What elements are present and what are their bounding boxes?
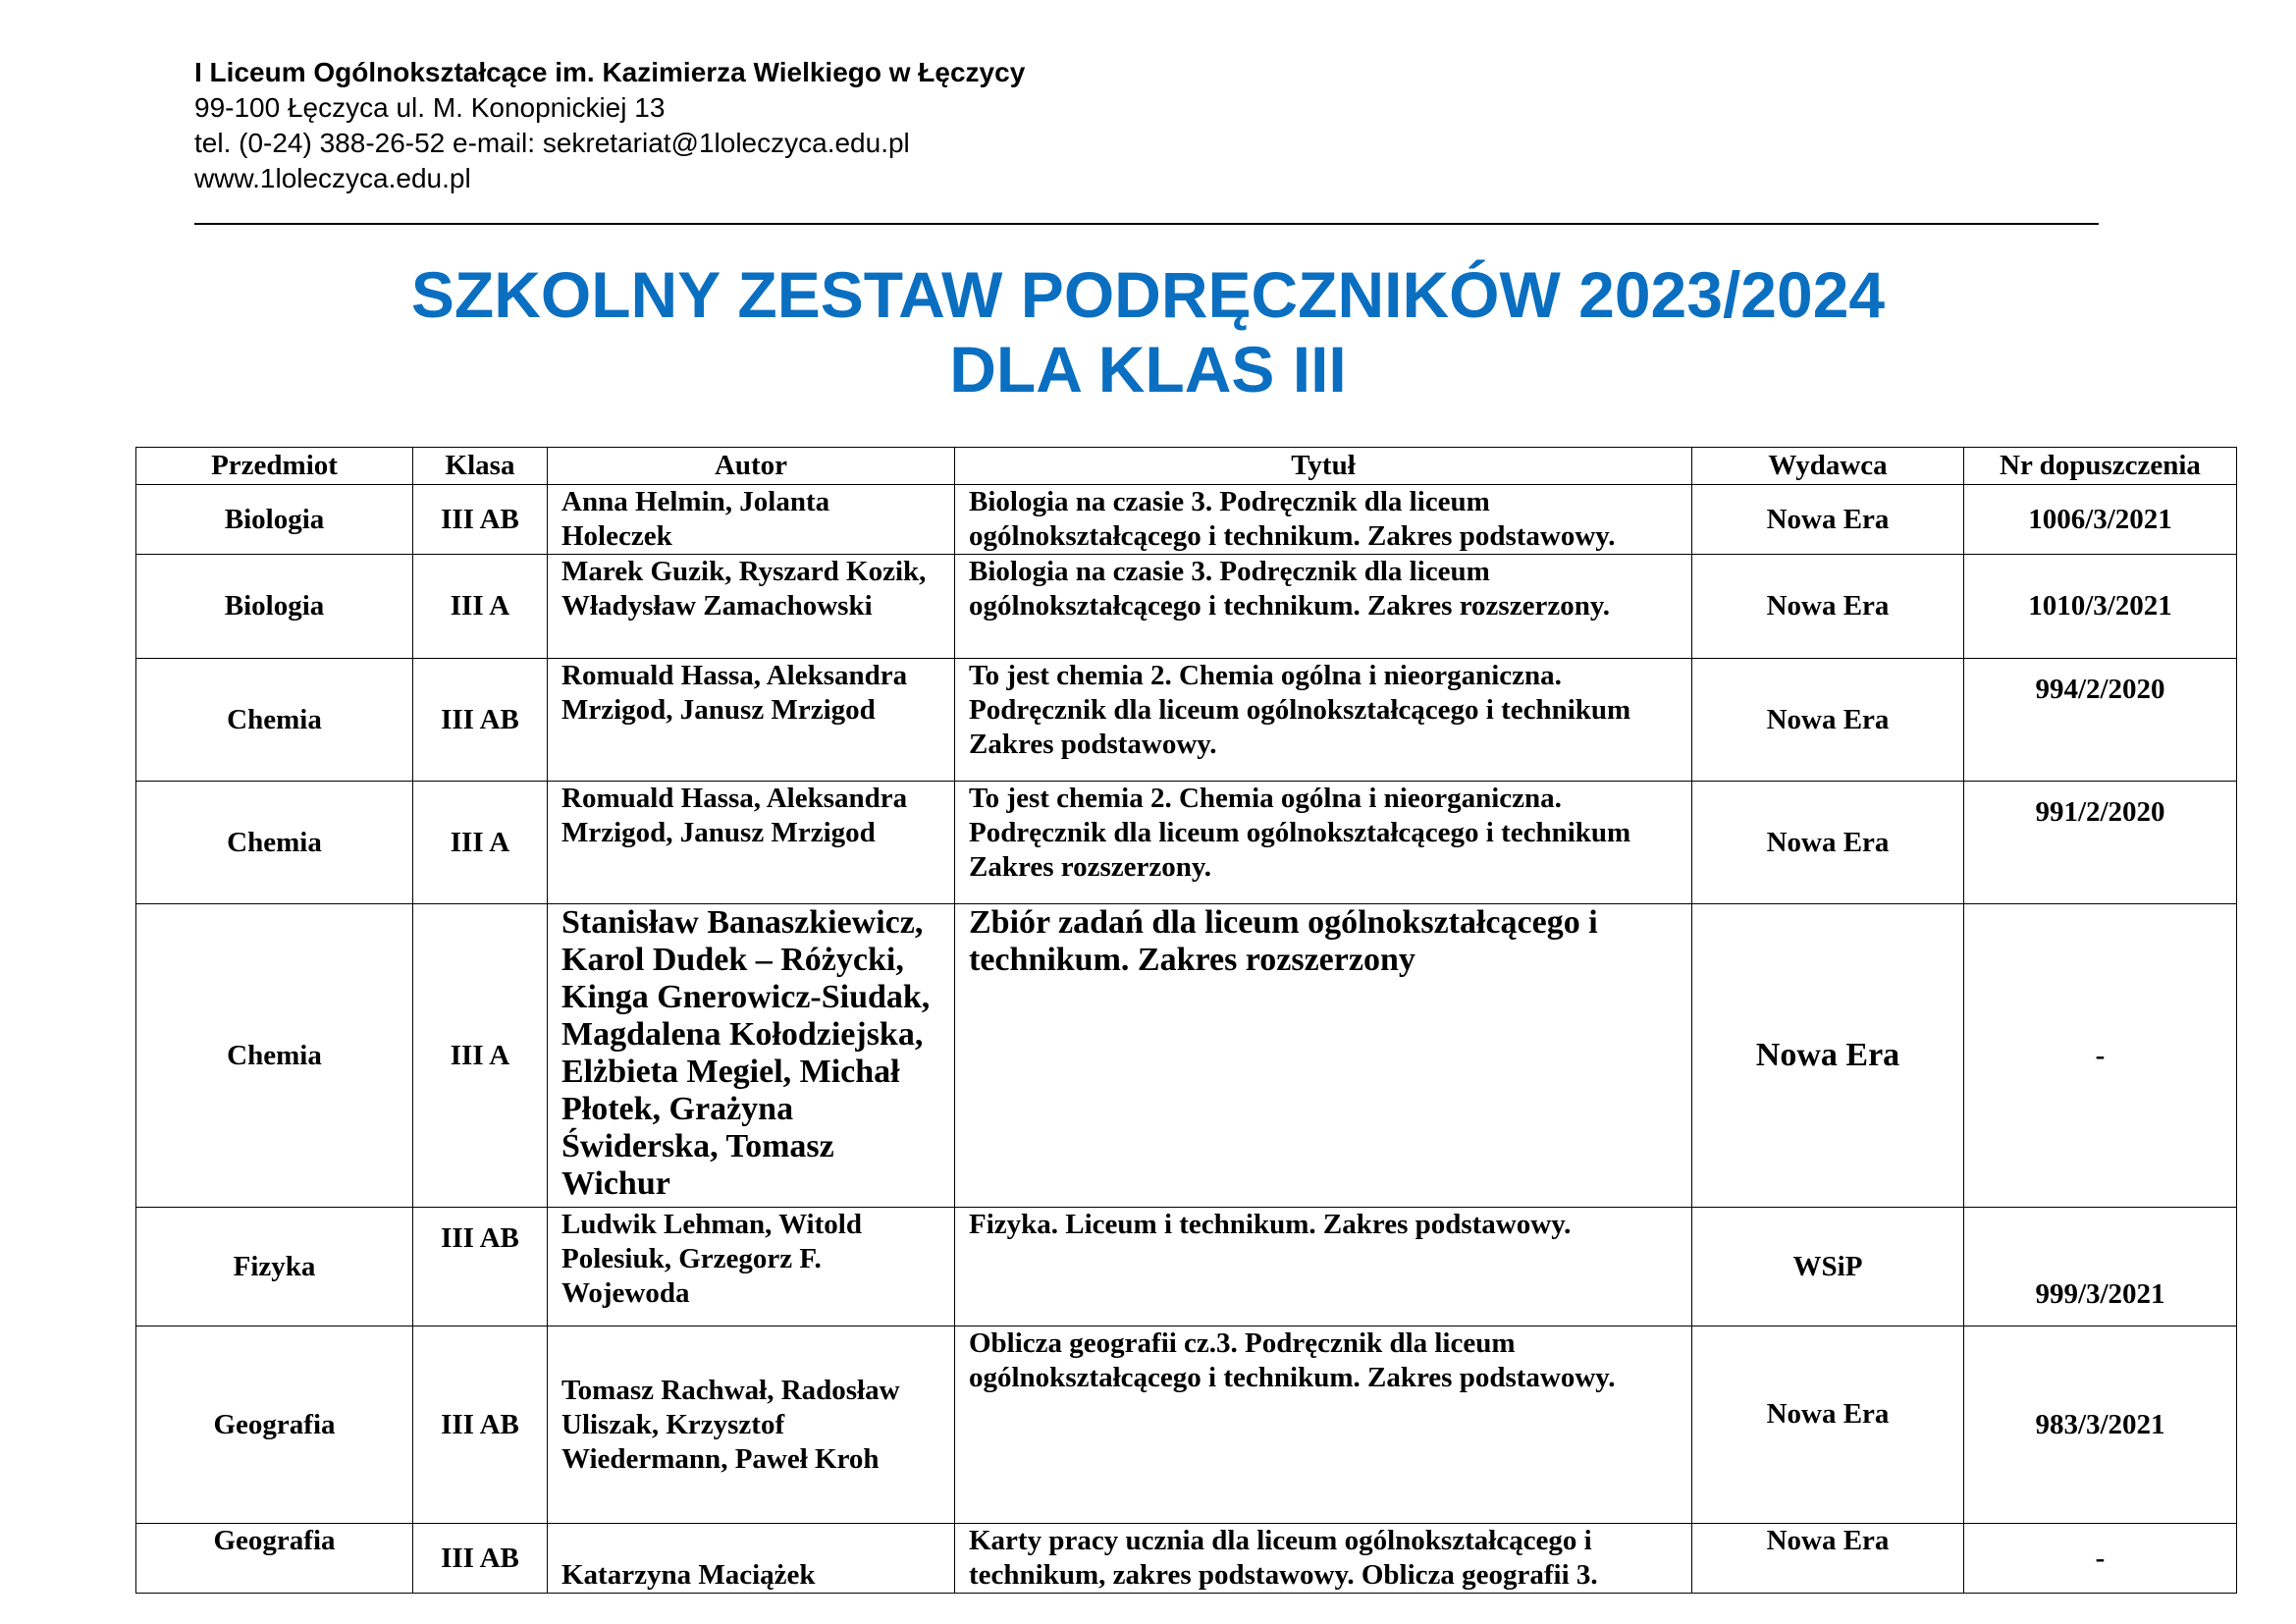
cell-przedmiot: Biologia [136, 485, 413, 555]
page-title [0, 257, 2296, 406]
cell-klasa: III A [413, 555, 548, 659]
table-row [136, 1524, 2237, 1594]
cell-przedmiot: Chemia [136, 904, 413, 1208]
table-row [136, 659, 2237, 782]
cell-autor: Stanisław Banaszkiewicz, Karol Dudek – Różycki, Kinga Gnerowicz-Siudak, Magdalena Kołodziejska, Elżbieta Megiel, Michał Płotek, Grażyna Świderska, Tomasz Wichur [548, 904, 955, 1208]
cell-tytul: To jest chemia 2. Chemia ogólna i nieorganiczna. Podręcznik dla liceum ogólnokształcącego i technikum Zakres rozszerzony. [955, 782, 1692, 904]
column-header-wydawca: Wydawca [1692, 448, 1964, 485]
column-header-przedmiot: Przedmiot [136, 448, 413, 485]
table-row [136, 485, 2237, 555]
cell-tytul: To jest chemia 2. Chemia ogólna i nieorganiczna. Podręcznik dla liceum ogólnokształcącego i technikum Zakres podstawowy. [955, 659, 1692, 782]
school-contact: tel. (0-24) 388-26-52 e-mail: sekretariat@1loleczyca.edu.pl [194, 128, 910, 158]
cell-nr: 994/2/2020 [1964, 659, 2237, 782]
school-name: I Liceum Ogólnokształcące im. Kazimierza Wielkiego w Łęczycy [194, 57, 1026, 87]
cell-klasa: III A [413, 782, 548, 904]
cell-przedmiot: Chemia [136, 659, 413, 782]
cell-przedmiot: Chemia [136, 782, 413, 904]
cell-tytul: Biologia na czasie 3. Podręcznik dla liceum ogólnokształcącego i technikum. Zakres rozszerzony. [955, 555, 1692, 659]
cell-wydawca: Nowa Era [1692, 555, 1964, 659]
cell-autor: Anna Helmin, Jolanta Holeczek [548, 485, 955, 555]
cell-nr: 999/3/2021 [1964, 1208, 2237, 1326]
cell-nr: 991/2/2020 [1964, 782, 2237, 904]
cell-nr: 1006/3/2021 [1964, 485, 2237, 555]
cell-nr: - [1964, 904, 2237, 1208]
cell-autor: Marek Guzik, Ryszard Kozik, Władysław Zamachowski [548, 555, 955, 659]
header-divider [194, 223, 2099, 225]
school-header [194, 55, 1025, 196]
cell-klasa: III AB [413, 485, 548, 555]
cell-tytul: Karty pracy ucznia dla liceum ogólnokształcącego i technikum, zakres podstawowy. Oblicza geografii 3. [955, 1524, 1692, 1594]
cell-klasa: III A [413, 904, 548, 1208]
cell-klasa: III AB [413, 1326, 548, 1524]
column-header-klasa: Klasa [413, 448, 548, 485]
school-address: 99-100 Łęczyca ul. M. Konopnickiej 13 [194, 92, 666, 123]
table-row [136, 1208, 2237, 1326]
cell-wydawca: Nowa Era [1692, 485, 1964, 555]
cell-autor: Romuald Hassa, Aleksandra Mrzigod, Janusz Mrzigod [548, 659, 955, 782]
cell-nr: - [1964, 1524, 2237, 1594]
cell-wydawca: Nowa Era [1692, 1524, 1964, 1594]
cell-autor: Katarzyna Maciążek [548, 1524, 955, 1594]
cell-przedmiot: Biologia [136, 555, 413, 659]
table-header-row [136, 448, 2237, 485]
cell-wydawca: Nowa Era [1692, 782, 1964, 904]
cell-wydawca: Nowa Era [1692, 1326, 1964, 1524]
cell-autor: Ludwik Lehman, Witold Polesiuk, Grzegorz F. Wojewoda [548, 1208, 955, 1326]
cell-klasa: III AB [413, 1208, 548, 1326]
textbook-table [135, 447, 2237, 1594]
cell-przedmiot: Fizyka [136, 1208, 413, 1326]
cell-klasa: III AB [413, 1524, 548, 1594]
cell-nr: 983/3/2021 [1964, 1326, 2237, 1524]
cell-autor: Romuald Hassa, Aleksandra Mrzigod, Janusz Mrzigod [548, 782, 955, 904]
table-row [136, 904, 2237, 1208]
cell-klasa: III AB [413, 659, 548, 782]
cell-przedmiot: Geografia [136, 1326, 413, 1524]
school-website: www.1loleczyca.edu.pl [194, 163, 471, 193]
table-row [136, 782, 2237, 904]
title-line-2: DLA KLAS III [949, 333, 1347, 406]
cell-autor: Tomasz Rachwał, Radosław Uliszak, Krzysztof Wiedermann, Paweł Kroh [548, 1326, 955, 1524]
cell-tytul: Fizyka. Liceum i technikum. Zakres podstawowy. [955, 1208, 1692, 1326]
column-header-tytul: Tytuł [955, 448, 1692, 485]
cell-tytul: Zbiór zadań dla liceum ogólnokształcącego i technikum. Zakres rozszerzony [955, 904, 1692, 1208]
cell-wydawca: Nowa Era [1692, 904, 1964, 1208]
table-row [136, 1326, 2237, 1524]
cell-tytul: Biologia na czasie 3. Podręcznik dla liceum ogólnokształcącego i technikum. Zakres podstawowy. [955, 485, 1692, 555]
cell-wydawca: Nowa Era [1692, 659, 1964, 782]
cell-przedmiot: Geografia [136, 1524, 413, 1594]
title-line-1: SZKOLNY ZESTAW PODRĘCZNIKÓW 2023/2024 [410, 258, 1886, 331]
column-header-nr: Nr dopuszczenia [1964, 448, 2237, 485]
cell-wydawca: WSiP [1692, 1208, 1964, 1326]
column-header-autor: Autor [548, 448, 955, 485]
table-row [136, 555, 2237, 659]
cell-tytul: Oblicza geografii cz.3. Podręcznik dla liceum ogólnokształcącego i technikum. Zakres podstawowy. [955, 1326, 1692, 1524]
cell-nr: 1010/3/2021 [1964, 555, 2237, 659]
